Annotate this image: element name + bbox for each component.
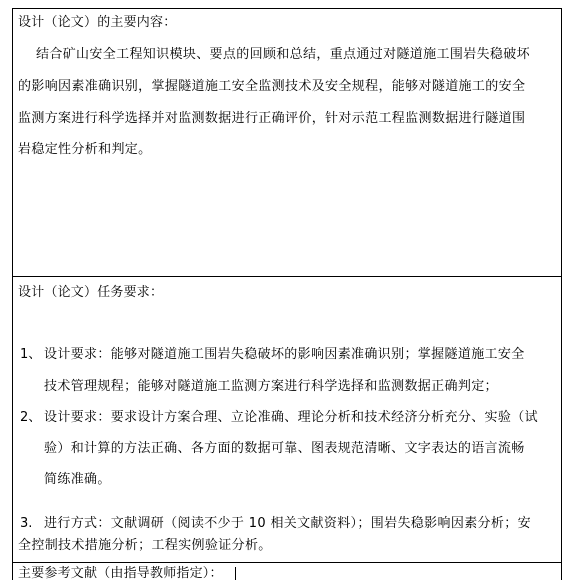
main-content-line-1[interactable]: 结合矿山安全工程知识模块、要点的回顾和总结，重点通过对隧道施工围岩失稳破坏 (36, 47, 530, 62)
main-content-line-2[interactable]: 的影响因素准确识别，掌握隧道施工安全监测技术及安全规程，能够对隧道施工的安全 (18, 79, 526, 94)
item-2-line-3[interactable]: 简练准确。 (44, 472, 111, 487)
item-3-line-1[interactable]: 进行方式：文献调研（阅读不少于 10 相关文献资料）；围岩失稳影响因素分析；安 (44, 516, 531, 531)
item-3-line-2[interactable]: 全控制技术措施分析；工程实例验证分析。 (18, 538, 272, 553)
item-1-number: 1、 (20, 347, 42, 362)
main-content-line-4[interactable]: 岩稳定性分析和判定。 (18, 142, 152, 157)
text-cursor (235, 567, 236, 580)
main-content-heading[interactable]: 设计（论文）的主要内容： (18, 15, 177, 30)
item-3-number: 3. (20, 516, 33, 531)
references-heading[interactable]: 主要参考文献（由指导教师指定）： (18, 566, 223, 580)
item-2-number: 2、 (20, 410, 42, 425)
item-2-line-1[interactable]: 设计要求：要求设计方案合理、立论准确、理论分析和技术经济分析充分、实验（试 (44, 410, 538, 425)
main-content-line-3[interactable]: 监测方案进行科学选择并对监测数据进行正确评价，针对示范工程监测数据进行隧道围 (18, 111, 526, 126)
item-2-line-2[interactable]: 验）和计算的方法正确、各方面的数据可靠、图表规范清晰、文字表达的语言流畅 (44, 441, 525, 456)
task-requirements-heading[interactable]: 设计（论文）任务要求： (18, 285, 164, 300)
item-1-line-1[interactable]: 设计要求：能够对隧道施工围岩失稳破坏的影响因素准确识别；掌握隧道施工安全 (44, 347, 525, 362)
item-1-line-2[interactable]: 技术管理规程；能够对隧道施工监测方案进行科学选择和监测数据正确判定； (44, 379, 498, 394)
